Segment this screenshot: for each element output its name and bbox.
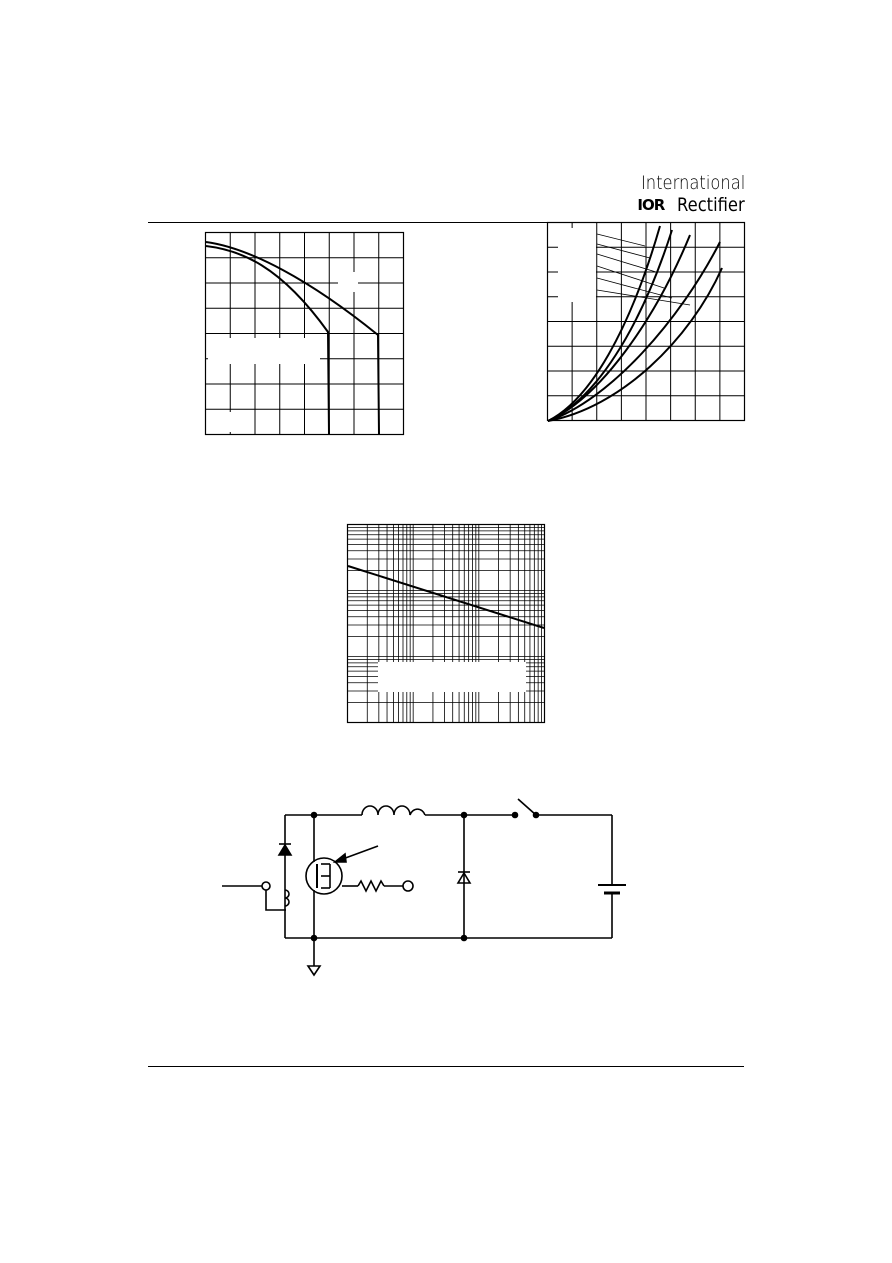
ior-logo-mark: IOR <box>637 196 665 214</box>
chart-family-leader-lines <box>597 234 690 305</box>
chart-loglog-blank <box>378 662 526 692</box>
test-circuit <box>222 799 626 975</box>
gate-terminal <box>403 881 413 891</box>
company-name-line1: International <box>640 172 745 194</box>
switch-contact-1 <box>513 813 518 818</box>
chart-family-blank <box>558 228 596 302</box>
chart-family <box>548 223 745 422</box>
chart-loglog-frame <box>348 525 545 723</box>
chart-derating-blank-2 <box>208 412 253 432</box>
current-probe-ring <box>262 882 270 890</box>
chart-derating-blank-1 <box>208 338 320 364</box>
ground-symbol <box>308 966 320 975</box>
switch-blade <box>518 799 536 815</box>
chart-loglog-grid <box>348 525 545 723</box>
left-diode-triangle <box>279 845 291 855</box>
chart-derating-grid <box>206 233 404 435</box>
gate-resistor <box>358 881 384 891</box>
chart-derating-blank-3 <box>338 272 358 292</box>
company-name-line2: Rectifier <box>677 194 745 216</box>
chart-loglog <box>348 525 545 723</box>
inductor-symbol <box>362 806 425 815</box>
chart-derating <box>206 233 404 435</box>
